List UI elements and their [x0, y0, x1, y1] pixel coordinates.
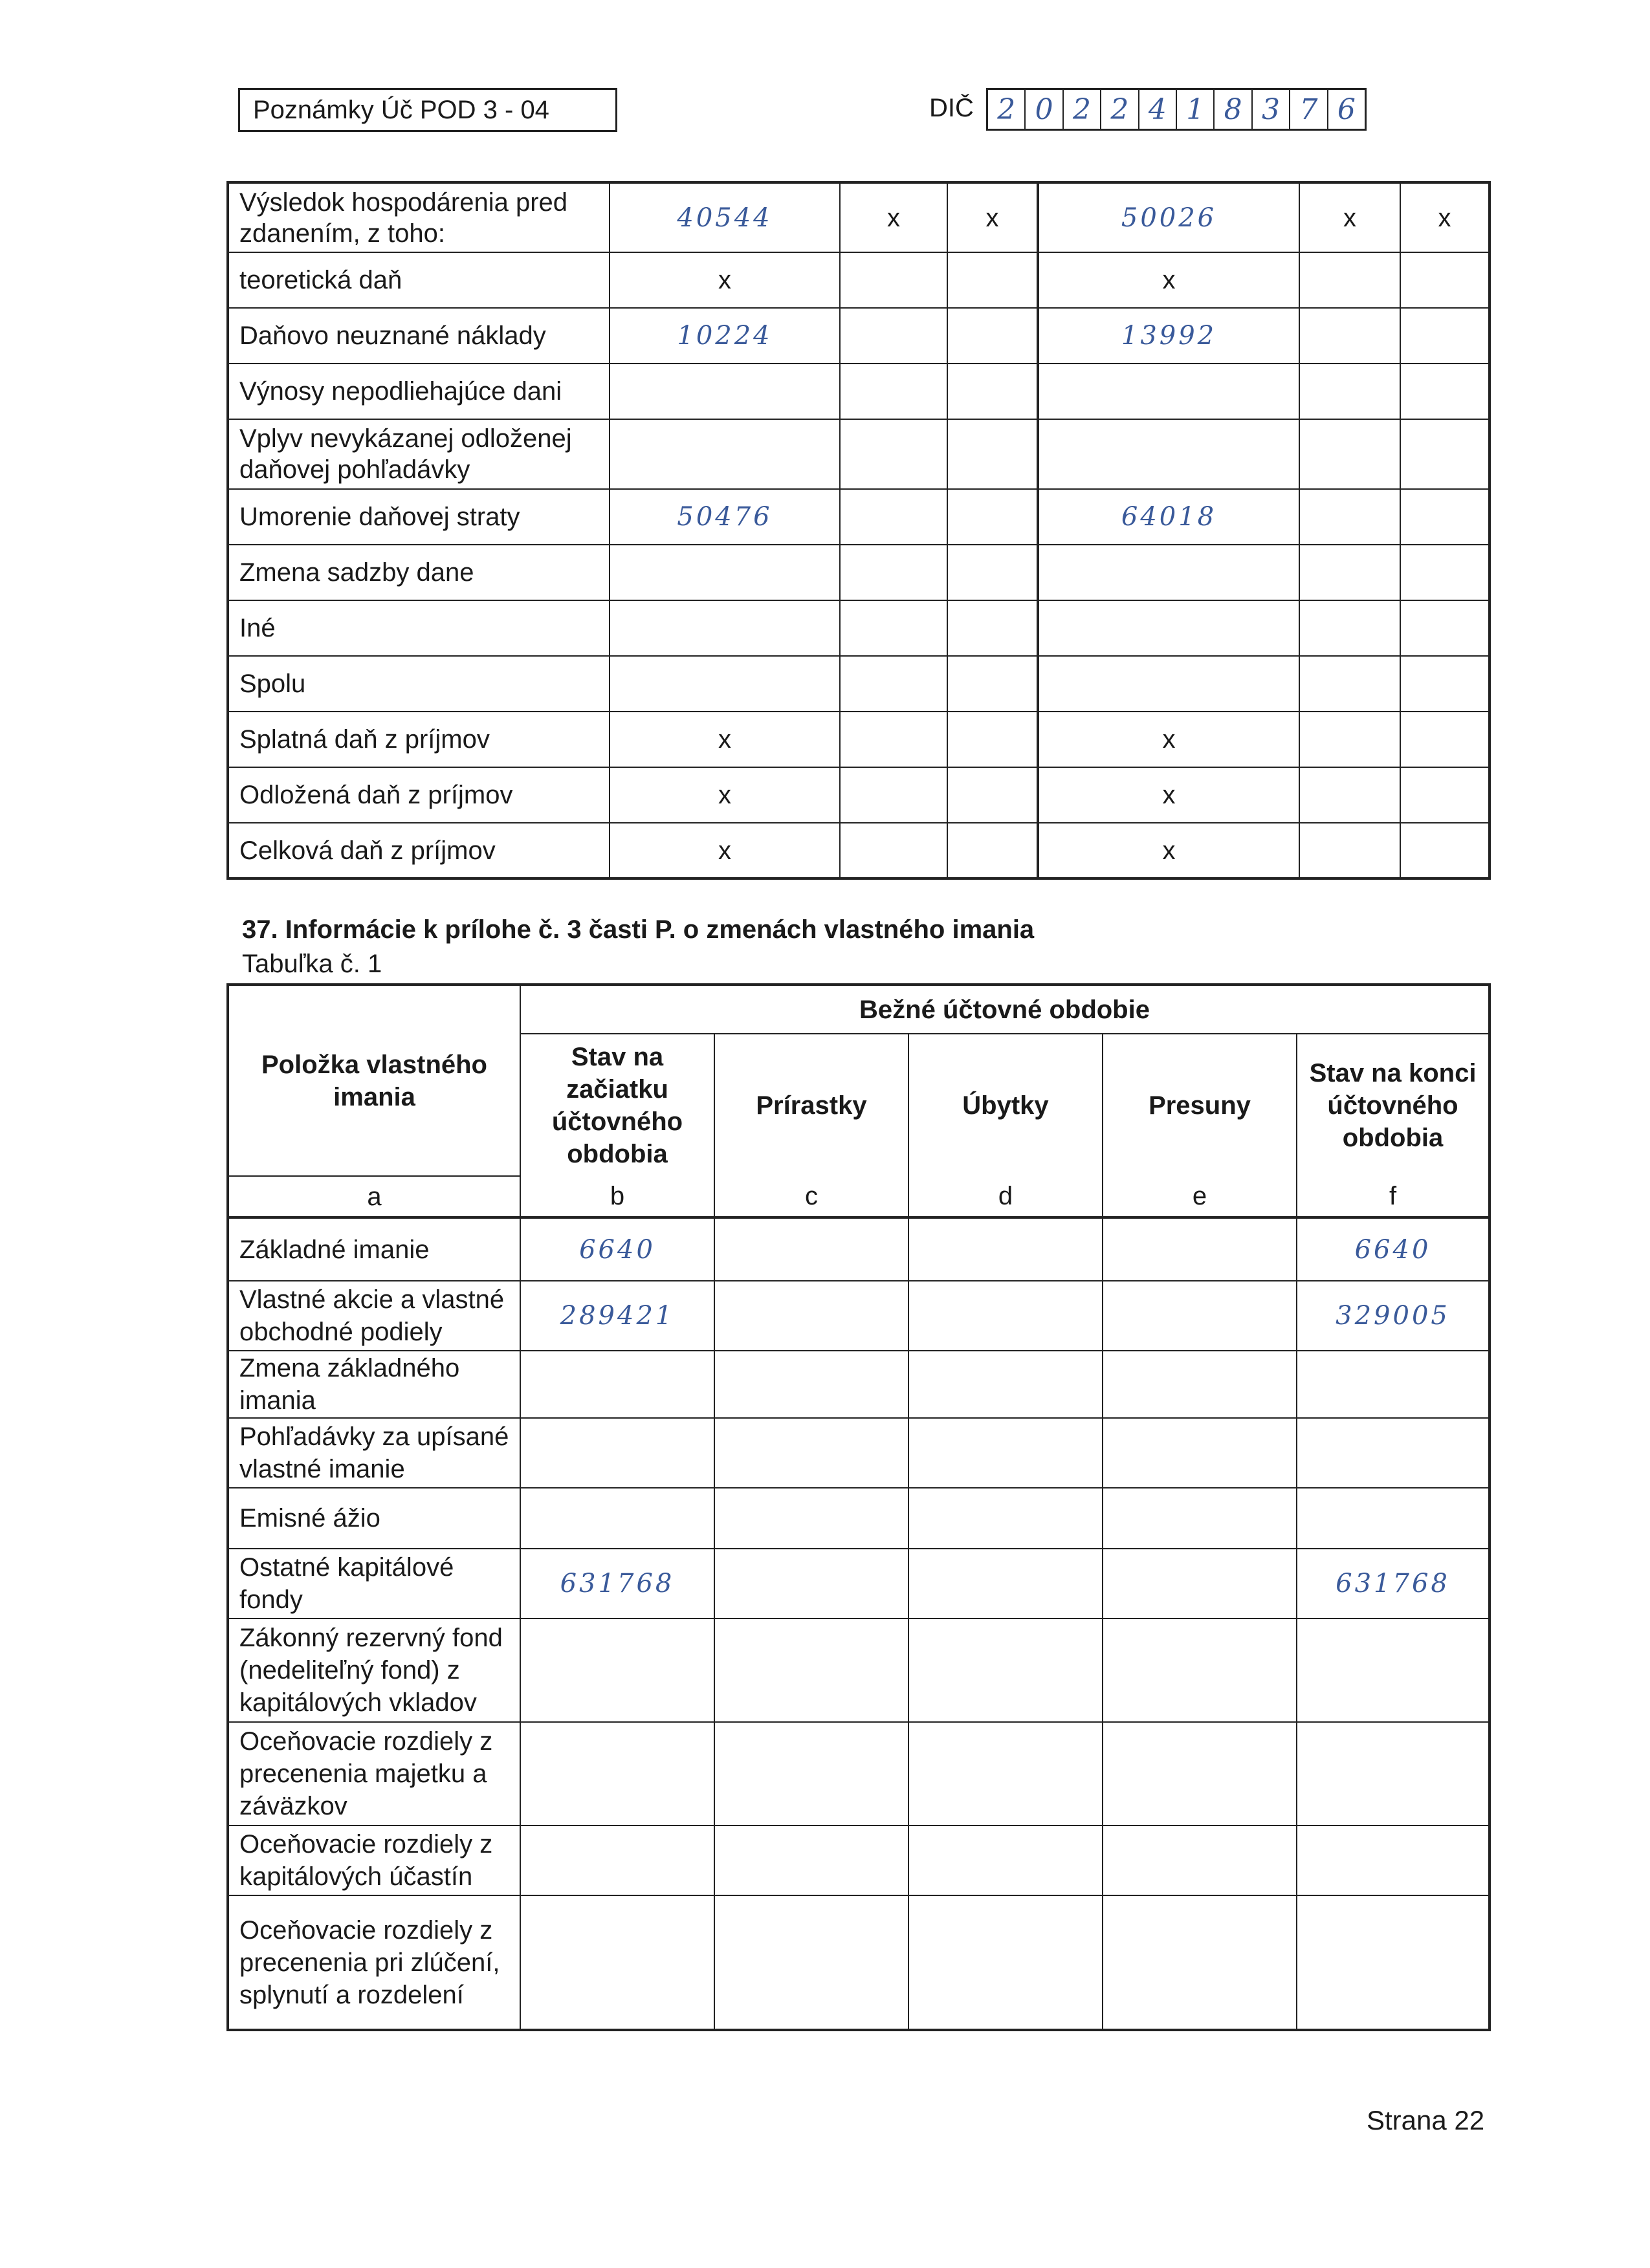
- cell-value: [714, 1895, 908, 2030]
- cell-value: x: [610, 767, 840, 823]
- col-header-item-label: Položka vlastného imania: [261, 1050, 487, 1111]
- row-label: teoretická daň: [228, 252, 610, 308]
- form-title: Poznámky Úč POD 3 - 04: [238, 88, 617, 132]
- cell-value: [610, 656, 840, 712]
- cell-value: x: [610, 823, 840, 878]
- cell-value: [840, 712, 947, 767]
- cell-value: [610, 419, 840, 489]
- cell-value: [1297, 1418, 1490, 1488]
- cell-value: [1400, 419, 1490, 489]
- cell-value: [840, 545, 947, 600]
- cell-value: x: [1038, 823, 1299, 878]
- cell-value: [1400, 712, 1490, 767]
- table-row: [228, 1619, 1490, 1722]
- table-row: [228, 419, 1490, 489]
- cell-value: [1299, 767, 1400, 823]
- cell-value: [714, 1281, 908, 1351]
- table-row: [228, 1418, 1490, 1488]
- cell-value: [1103, 1549, 1297, 1619]
- cell-value: x: [1038, 767, 1299, 823]
- equity-changes-table: [226, 983, 1491, 2031]
- cell-value: [1299, 489, 1400, 545]
- table-subtitle: Tabuľka č. 1: [242, 950, 382, 978]
- row-label: Oceňovacie rozdiely z precenenia majetku a záväzkov: [228, 1722, 520, 1826]
- cell-value: [714, 1351, 908, 1418]
- cell-value: [520, 1418, 714, 1488]
- cell-value: [1103, 1488, 1297, 1549]
- row-label: Celková daň z príjmov: [228, 823, 610, 878]
- table-row: [228, 489, 1490, 545]
- row-label: Iné: [228, 600, 610, 656]
- dic-digit: 2: [1101, 90, 1139, 129]
- cell-value: 10224: [610, 308, 840, 364]
- cell-value: [610, 545, 840, 600]
- cell-value: [1400, 767, 1490, 823]
- row-label: Oceňovacie rozdiely z kapitálových účastín: [228, 1826, 520, 1895]
- cell-value: [908, 1488, 1103, 1549]
- dic-digit: 7: [1290, 90, 1328, 129]
- cell-value: 631768: [520, 1549, 714, 1619]
- table-row: [228, 1826, 1490, 1895]
- cell-value: 289421: [520, 1281, 714, 1351]
- cell-value: [1299, 712, 1400, 767]
- cell-value: [1297, 1826, 1490, 1895]
- cell-value: [714, 1549, 908, 1619]
- cell-value: [1103, 1217, 1297, 1281]
- cell-value: [947, 600, 1038, 656]
- dic-digit: 2: [988, 90, 1026, 129]
- cell-value: x: [1299, 182, 1400, 252]
- cell-value: [947, 767, 1038, 823]
- cell-value: [714, 1418, 908, 1488]
- cell-value: [840, 823, 947, 878]
- cell-value: [1297, 1895, 1490, 2030]
- row-label: Daňovo neuznané náklady: [228, 308, 610, 364]
- cell-value: [1103, 1826, 1297, 1895]
- cell-value: [908, 1549, 1103, 1619]
- col-header-item: [228, 985, 520, 1176]
- table-row: [228, 252, 1490, 308]
- row-label: Vplyv nevykázanej odloženej daňovej pohľadávky: [228, 419, 610, 489]
- cell-value: [1103, 1722, 1297, 1826]
- col-letter: b: [520, 1176, 714, 1217]
- row-label: Odložená daň z príjmov: [228, 767, 610, 823]
- cell-value: [840, 308, 947, 364]
- table-row: [228, 545, 1490, 600]
- cell-value: [1103, 1281, 1297, 1351]
- cell-value: [1299, 545, 1400, 600]
- row-label: Splatná daň z príjmov: [228, 712, 610, 767]
- dic-digit: 3: [1253, 90, 1290, 129]
- cell-value: [520, 1351, 714, 1418]
- cell-value: [714, 1619, 908, 1722]
- cell-value: [1299, 308, 1400, 364]
- dic-digit: 6: [1337, 93, 1356, 126]
- dic-digit: 0: [1026, 90, 1063, 129]
- cell-value: x: [1400, 182, 1490, 252]
- row-label: Základné imanie: [228, 1217, 520, 1281]
- col-header-f: Stav na konci účtovného obdobia: [1297, 1034, 1490, 1176]
- table-row: [228, 656, 1490, 712]
- cell-value: [840, 489, 947, 545]
- cell-value: [840, 364, 947, 419]
- cell-value: 40544: [610, 182, 840, 252]
- table-row: [228, 1351, 1490, 1418]
- row-label: Výsledok hospodárenia pred zdanením, z toho:: [228, 182, 610, 252]
- cell-value: 50476: [610, 489, 840, 545]
- row-label: Zmena základného imania: [228, 1351, 520, 1418]
- cell-value: 64018: [1038, 489, 1299, 545]
- cell-value: [1299, 656, 1400, 712]
- cell-value: 50026: [1038, 182, 1299, 252]
- dic-digit: 4: [1139, 90, 1177, 129]
- table-row: [228, 600, 1490, 656]
- cell-value: 329005: [1297, 1281, 1490, 1351]
- cell-value: [947, 308, 1038, 364]
- cell-value: [1103, 1351, 1297, 1418]
- cell-value: x: [840, 182, 947, 252]
- cell-value: [908, 1895, 1103, 2030]
- cell-value: [1038, 545, 1299, 600]
- cell-value: 6640: [1297, 1217, 1490, 1281]
- cell-value: [1400, 656, 1490, 712]
- cell-value: [840, 656, 947, 712]
- cell-value: 631768: [1297, 1549, 1490, 1619]
- cell-value: [520, 1826, 714, 1895]
- dic-digit: 1: [1177, 90, 1215, 129]
- table-row: [228, 767, 1490, 823]
- col-header-group: Bežné účtovné obdobie: [520, 985, 1490, 1034]
- cell-value: [947, 419, 1038, 489]
- cell-value: [1299, 419, 1400, 489]
- table-row: [228, 1281, 1490, 1351]
- col-header-b: Stav na začiatku účtovného obdobia: [520, 1034, 714, 1176]
- table-row: [228, 1488, 1490, 1549]
- col-header-d: Úbytky: [908, 1034, 1103, 1176]
- cell-value: 6640: [520, 1217, 714, 1281]
- col-header-e: Presuny: [1103, 1034, 1297, 1176]
- cell-value: x: [1038, 712, 1299, 767]
- row-label: Umorenie daňovej straty: [228, 489, 610, 545]
- cell-value: [1400, 364, 1490, 419]
- cell-value: [908, 1351, 1103, 1418]
- row-label: Zmena sadzby dane: [228, 545, 610, 600]
- cell-value: [1297, 1619, 1490, 1722]
- cell-value: x: [1038, 252, 1299, 308]
- cell-value: [1038, 600, 1299, 656]
- cell-value: [908, 1619, 1103, 1722]
- page-number: Strana 22: [1367, 2105, 1485, 2135]
- cell-value: [947, 656, 1038, 712]
- row-label: Výnosy nepodliehajúce dani: [228, 364, 610, 419]
- cell-value: [1400, 600, 1490, 656]
- table-row: [228, 1217, 1490, 1281]
- table-row: [228, 1895, 1490, 2030]
- cell-value: [520, 1619, 714, 1722]
- cell-value: [1103, 1619, 1297, 1722]
- row-label: Pohľadávky za upísané vlastné imanie: [228, 1418, 520, 1488]
- cell-value: [908, 1418, 1103, 1488]
- row-label: Vlastné akcie a vlastné obchodné podiely: [228, 1281, 520, 1351]
- cell-value: x: [610, 712, 840, 767]
- row-label: Spolu: [228, 656, 610, 712]
- table-row: [228, 823, 1490, 878]
- cell-value: [714, 1217, 908, 1281]
- section-title: 37. Informácie k prílohe č. 3 časti P. o zmenách vlastného imania: [242, 915, 1035, 944]
- table-row: [228, 364, 1490, 419]
- cell-value: [1297, 1488, 1490, 1549]
- table-row: [228, 1722, 1490, 1826]
- row-label: Ostatné kapitálové fondy: [228, 1549, 520, 1619]
- cell-value: [908, 1722, 1103, 1826]
- cell-value: [947, 489, 1038, 545]
- col-letter: a: [228, 1176, 520, 1217]
- dic-label: DIČ: [929, 94, 974, 122]
- cell-value: [1400, 308, 1490, 364]
- cell-value: [1297, 1722, 1490, 1826]
- cell-value: [840, 767, 947, 823]
- cell-value: [714, 1722, 908, 1826]
- row-label: Oceňovacie rozdiely z precenenia pri zlúčení, splynutí a rozdelení: [228, 1895, 520, 2030]
- col-letter: d: [908, 1176, 1103, 1217]
- cell-value: [1400, 489, 1490, 545]
- row-label: Zákonný rezervný fond (nedeliteľný fond) z kapitálových vkladov: [228, 1619, 520, 1722]
- dic-number-boxes: [986, 88, 1367, 131]
- cell-value: [840, 419, 947, 489]
- cell-value: [520, 1722, 714, 1826]
- cell-value: [714, 1826, 908, 1895]
- cell-value: [1299, 600, 1400, 656]
- cell-value: [908, 1217, 1103, 1281]
- col-header-c: Prírastky: [714, 1034, 908, 1176]
- row-label: Emisné ážio: [228, 1488, 520, 1549]
- cell-value: [1038, 364, 1299, 419]
- cell-value: [714, 1488, 908, 1549]
- cell-value: [840, 600, 947, 656]
- cell-value: [1400, 823, 1490, 878]
- cell-value: [1038, 419, 1299, 489]
- cell-value: [947, 252, 1038, 308]
- table-row: [228, 1549, 1490, 1619]
- cell-value: [1299, 252, 1400, 308]
- table-row: [228, 712, 1490, 767]
- col-letter: f: [1297, 1176, 1490, 1217]
- cell-value: [947, 712, 1038, 767]
- cell-value: [610, 364, 840, 419]
- cell-value: [840, 252, 947, 308]
- cell-value: [1400, 545, 1490, 600]
- cell-value: [1038, 656, 1299, 712]
- cell-value: [610, 600, 840, 656]
- cell-value: [1103, 1895, 1297, 2030]
- cell-value: [1400, 252, 1490, 308]
- cell-value: [947, 545, 1038, 600]
- table-row: [228, 308, 1490, 364]
- cell-value: [908, 1281, 1103, 1351]
- cell-value: [1103, 1418, 1297, 1488]
- col-letter: e: [1103, 1176, 1297, 1217]
- cell-value: [520, 1895, 714, 2030]
- col-letter: c: [714, 1176, 908, 1217]
- cell-value: [908, 1826, 1103, 1895]
- cell-value: [947, 364, 1038, 419]
- cell-value: [1297, 1351, 1490, 1418]
- cell-value: x: [947, 182, 1038, 252]
- table-row: [228, 182, 1490, 252]
- cell-value: [1299, 364, 1400, 419]
- cell-value: [947, 823, 1038, 878]
- cell-value: x: [610, 252, 840, 308]
- tax-reconciliation-table: [226, 181, 1491, 880]
- dic-digit: 8: [1215, 90, 1252, 129]
- cell-value: 13992: [1038, 308, 1299, 364]
- cell-value: [1299, 823, 1400, 878]
- dic-digit: 2: [1064, 90, 1101, 129]
- cell-value: [520, 1488, 714, 1549]
